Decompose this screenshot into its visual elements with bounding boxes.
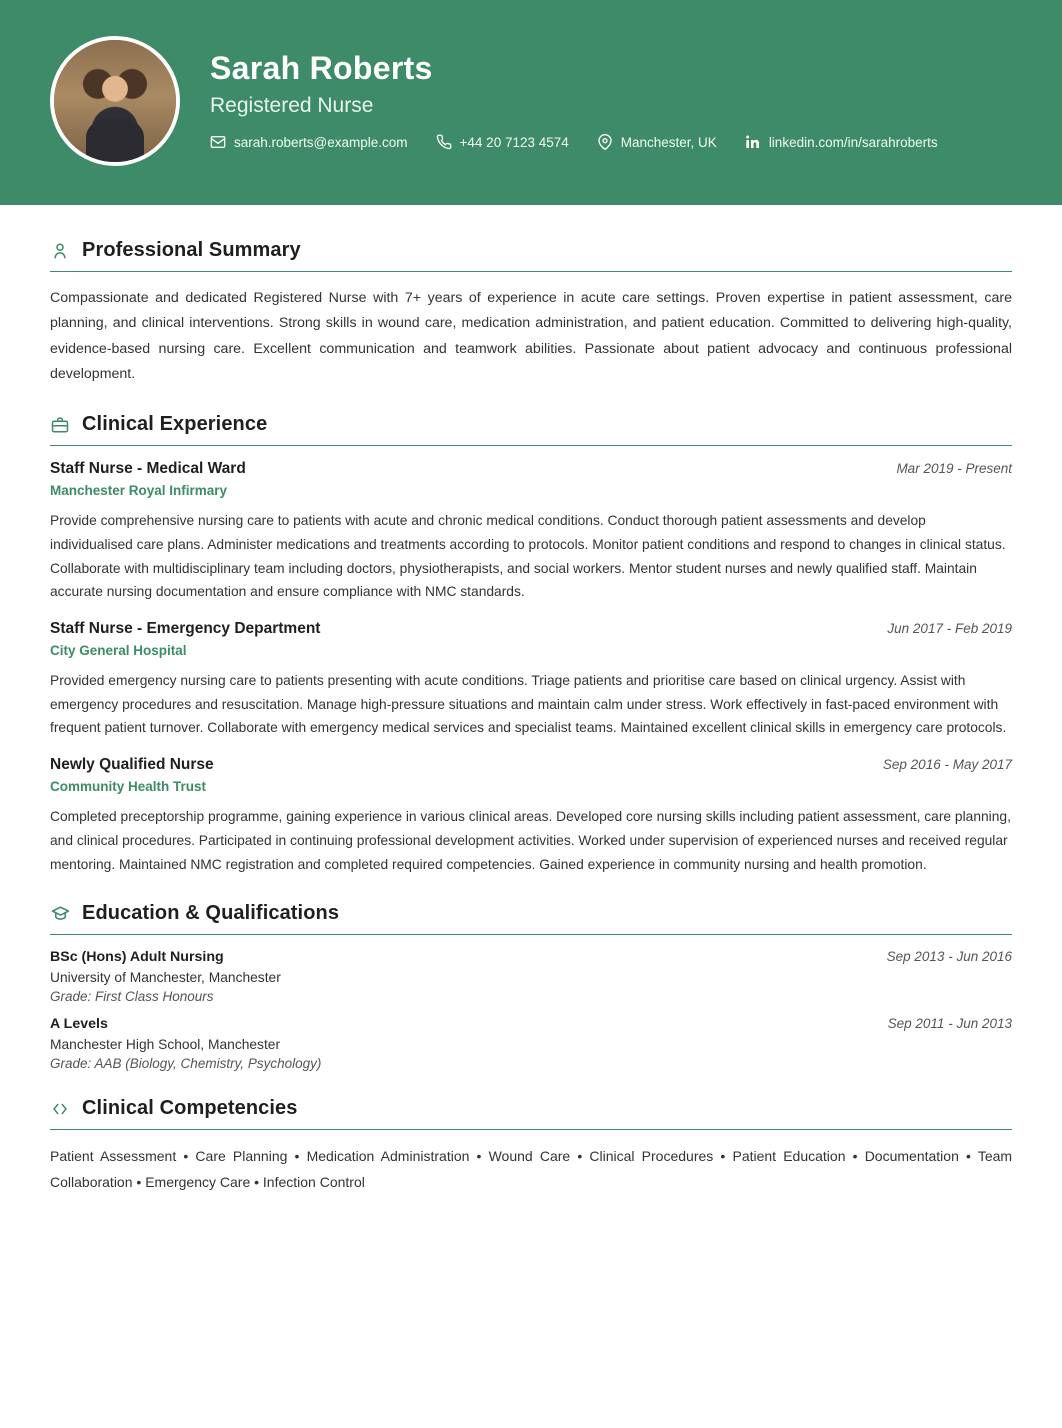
education-grade: Grade: AAB (Biology, Chemistry, Psychology) <box>50 1056 322 1072</box>
experience-description: Completed preceptorship programme, gaining experience in various clinical areas. Developed core nursing skills including patient assessment, care planning, and clinical procedures. Participated in continuing professional development activities. Worked under supervision of experienced nurses and received regular mentoring. Maintained NMC registration and completed required competencies. Gained experience in community nursing and health promotion. <box>50 809 1011 872</box>
location-pin-icon <box>597 134 613 150</box>
skill-separator: • <box>469 1148 489 1165</box>
skill-separator: • <box>287 1148 307 1165</box>
section-header <box>50 413 1012 445</box>
skill-item: Team Collaboration <box>50 1148 1013 1190</box>
experience-organisation: City General Hospital <box>50 643 187 658</box>
education-entry-header <box>50 949 1012 965</box>
section-title: Clinical Competencies <box>82 1097 298 1120</box>
contact-location-label: Manchester, UK <box>620 134 717 150</box>
candidate-name: Sarah Roberts <box>210 49 433 86</box>
contact-phone-label: +44 20 7123 4574 <box>459 134 569 150</box>
section-divider <box>50 271 1012 272</box>
section-header <box>50 239 1012 271</box>
experience-date: Jun 2017 - Feb 2019 <box>887 621 1012 636</box>
skill-item: Documentation <box>864 1148 959 1165</box>
experience-organisation: Manchester Royal Infirmary <box>50 483 228 499</box>
skill-item: Medication Administration <box>306 1148 470 1165</box>
section-header <box>50 902 1012 934</box>
resume-body <box>0 205 1062 1251</box>
skill-item: Clinical Procedures <box>589 1148 714 1165</box>
education-entry <box>50 1016 1012 1071</box>
skill-separator: • <box>713 1148 733 1165</box>
section-divider <box>50 1129 1012 1130</box>
section-education <box>50 902 1012 1071</box>
envelope-icon <box>210 134 226 150</box>
education-entry <box>50 949 1012 1004</box>
contact-phone[interactable] <box>436 134 569 150</box>
experience-date: Sep 2016 - May 2017 <box>882 757 1012 773</box>
experience-entry-header <box>50 620 1012 638</box>
contact-email[interactable] <box>210 134 408 150</box>
section-header <box>50 1097 1012 1129</box>
section-professional-summary <box>50 239 1012 387</box>
section-divider <box>50 445 1012 446</box>
skill-separator: • <box>176 1148 196 1165</box>
section-title: Professional Summary <box>82 239 301 261</box>
person-icon <box>50 242 70 260</box>
education-date: Sep 2011 - Jun 2013 <box>887 1016 1012 1032</box>
skill-separator: • <box>958 1148 978 1165</box>
candidate-job-title: Registered Nurse <box>210 94 374 118</box>
graduation-cap-icon <box>50 904 70 923</box>
education-entry-header <box>50 1016 1012 1032</box>
experience-entry-header <box>50 756 1012 774</box>
section-title: Clinical Experience <box>82 413 268 436</box>
linkedin-icon <box>745 134 761 150</box>
section-title: Education & Qualifications <box>82 902 340 925</box>
education-institution: University of Manchester, Manchester <box>50 970 281 986</box>
experience-description: Provided emergency nursing care to patients presenting with acute conditions. Triage patients and prioritise care based on clinical urgency. Assist with emergency procedures and resuscitation. Manage high-pressure situations and maintain calm under stress. Work effectively in fast-paced environment with frequent patient turnover. Collaborate with emergency medical services and specialist teams. Maintained excellent clinical skills in emergency care protocols. <box>50 673 1007 736</box>
skill-item: Care Planning <box>195 1148 288 1165</box>
experience-entry <box>50 620 1012 740</box>
education-institution: Manchester High School, Manchester <box>50 1037 281 1053</box>
contact-row <box>210 134 1012 150</box>
section-clinical-experience <box>50 413 1012 876</box>
skill-item: Patient Education <box>732 1148 846 1165</box>
skill-separator: • <box>250 1173 263 1190</box>
education-degree: BSc (Hons) Adult Nursing <box>50 949 224 966</box>
skill-item: Emergency Care <box>145 1173 251 1190</box>
skill-separator: • <box>570 1148 590 1165</box>
contact-linkedin[interactable] <box>745 134 938 150</box>
avatar <box>50 36 180 166</box>
skills-list <box>50 1144 1012 1195</box>
skill-separator: • <box>845 1148 865 1165</box>
code-brackets-icon <box>50 1100 70 1118</box>
experience-organisation: Community Health Trust <box>50 779 207 795</box>
contact-location[interactable] <box>597 134 717 150</box>
skill-separator: • <box>132 1173 146 1190</box>
briefcase-icon <box>50 416 70 434</box>
experience-date: Mar 2019 - Present <box>896 461 1012 477</box>
section-clinical-competencies <box>50 1097 1012 1195</box>
contact-linkedin-label: linkedin.com/in/sarahroberts <box>768 134 938 150</box>
header-main <box>210 51 1012 150</box>
skill-item: Wound Care <box>488 1148 571 1165</box>
section-divider <box>50 934 1012 935</box>
experience-entry-header <box>50 460 1012 478</box>
summary-text: Compassionate and dedicated Registered Nurse with 7+ years of experience in acute care settings. Proven expertise in patient assessment, care planning, and clinical interventions. Strong skills in wound care, medication administration, and patient education. Committed to delivering high-quality, evidence-based nursing care. Excellent communication and teamwork abilities. Passionate about patient advocacy and continuous professional development. <box>50 290 1012 382</box>
skill-item: Infection Control <box>262 1173 365 1190</box>
experience-role: Newly Qualified Nurse <box>50 756 214 774</box>
experience-entry <box>50 460 1012 604</box>
education-degree: A Levels <box>50 1016 108 1033</box>
phone-icon <box>436 134 452 150</box>
skill-item: Patient Assessment <box>50 1148 177 1165</box>
education-date: Sep 2013 - Jun 2016 <box>886 949 1012 965</box>
experience-role: Staff Nurse - Medical Ward <box>50 460 246 478</box>
contact-email-label: sarah.roberts@example.com <box>234 134 408 150</box>
experience-entry <box>50 756 1012 876</box>
education-grade: Grade: First Class Honours <box>50 989 214 1005</box>
experience-description: Provide comprehensive nursing care to patients with acute and chronic medical conditions. Conduct thorough patient assessments and develop individualised care plans. Administer medications and treatments according to protocols. Monitor patient conditions and respond to changes in clinical status. Collaborate with multidisciplinary team including doctors, physiotherapists, and social workers. Mentor student nurses and newly qualified staff. Maintain accurate nursing documentation and ensure compliance with NMC standards. <box>50 513 1006 600</box>
resume-header <box>0 0 1062 205</box>
experience-role: Staff Nurse - Emergency Department <box>50 620 321 637</box>
profile-photo <box>54 40 176 162</box>
